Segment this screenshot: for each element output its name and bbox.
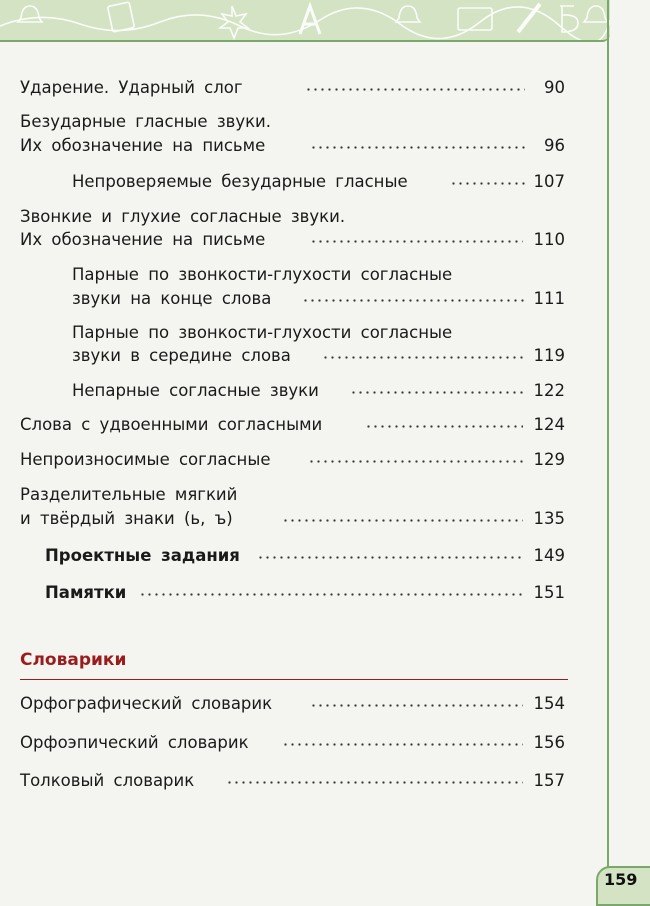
toc-entry-title-line: Парные по звонкости-глухости согласные	[72, 323, 453, 342]
toc-entry[interactable]	[72, 379, 565, 403]
toc-entry-title: и твёрдый знаки (ь, ъ)	[20, 509, 233, 528]
toc-entry-title-line: Звонкие и глухие согласные звуки.	[20, 207, 346, 226]
toc-entry-page: 135	[533, 509, 565, 528]
toc-entry-page: 122	[533, 381, 565, 400]
toc-entry[interactable]	[20, 507, 565, 531]
toc-entry-title: Их обозначение на письме	[20, 230, 266, 249]
leader-dots	[350, 391, 525, 394]
toc-entry-page: 119	[533, 346, 565, 365]
toc-entry-page: 157	[533, 771, 565, 790]
toc-entry-page: 107	[533, 172, 565, 191]
leader-dots	[308, 460, 523, 463]
leader-dots	[310, 240, 523, 243]
toc-entry[interactable]	[45, 581, 565, 605]
toc-entry-page: 129	[533, 450, 565, 469]
leader-dots	[226, 781, 523, 784]
pen-icon	[108, 2, 135, 32]
toc-entry[interactable]	[20, 448, 565, 472]
leader-dots	[305, 88, 525, 91]
leader-dots	[310, 704, 523, 707]
toc-entry-page: 154	[533, 694, 565, 713]
toc-entry-title-line: Безударные гласные звуки.	[20, 112, 272, 131]
toc-entry[interactable]	[20, 134, 565, 158]
bell-icon	[584, 6, 608, 22]
letter-b-icon	[560, 6, 578, 32]
header-icons	[0, 0, 610, 40]
toc-entry[interactable]	[20, 769, 565, 793]
leaf-icon	[220, 6, 248, 38]
toc-entry[interactable]	[45, 544, 565, 568]
toc-entry-title: Орфографический словарик	[20, 694, 273, 713]
toc-entry[interactable]	[20, 228, 565, 252]
leader-dots	[322, 356, 525, 359]
toc-entry[interactable]	[20, 731, 565, 755]
toc-entry-title: Проектные задания	[45, 546, 240, 565]
toc-entry-title: Слова с удвоенными согласными	[20, 415, 323, 434]
leader-dots	[302, 299, 525, 302]
toc-entry-page: 151	[533, 583, 565, 602]
toc-entry[interactable]	[72, 344, 565, 368]
toc-entry-page: 96	[544, 136, 565, 155]
toc-entry-page: 149	[533, 546, 565, 565]
toc-entry-title: Непроверяемые безударные гласные	[72, 172, 408, 191]
toc-entry-title-line: Разделительные мягкий	[20, 485, 238, 504]
toc-entry-title: Непарные согласные звуки	[72, 381, 319, 400]
page-number: 159	[604, 870, 638, 889]
toc-entry-title: Их обозначение на письме	[20, 136, 266, 155]
dictionaries-heading: Словарики	[20, 650, 127, 670]
leader-dots	[310, 146, 525, 149]
toc-entry[interactable]	[72, 170, 565, 194]
toc-entry-title: Орфоэпический словарик	[20, 733, 249, 752]
toc-entry-page: 124	[533, 415, 565, 434]
header-banner	[0, 0, 610, 42]
toc-entry-page: 90	[544, 78, 565, 97]
leader-dots	[282, 743, 523, 746]
toc-entry-title: Толковый словарик	[20, 771, 195, 790]
toc-entry[interactable]	[20, 413, 565, 437]
letter-a-icon	[300, 6, 320, 34]
leader-dots	[257, 556, 523, 559]
page-frame-right	[607, 0, 609, 868]
heading-rule	[20, 679, 568, 680]
leader-dots	[365, 425, 523, 428]
toc-entry-title: Непроизносимые согласные	[20, 450, 271, 469]
toc-entry-page: 110	[533, 230, 565, 249]
bell-icon	[396, 6, 420, 22]
toc-entry-title: Памятки	[45, 583, 127, 602]
leader-dots	[282, 519, 523, 522]
leader-dots	[450, 182, 525, 185]
leader-dots	[139, 593, 523, 596]
toc-entry-title: звуки в середине слова	[72, 346, 291, 365]
toc-entry[interactable]	[20, 692, 565, 716]
toc-entry-title: Ударение. Ударный слог	[20, 78, 243, 97]
toc-entry-title: звуки на конце слова	[72, 289, 272, 308]
toc-entry[interactable]	[20, 76, 565, 100]
toc-entry-page: 111	[533, 289, 565, 308]
toc-entry[interactable]	[72, 287, 565, 311]
toc-entry-title-line: Парные по звонкости-глухости согласные	[72, 265, 453, 284]
toc-entry-page: 156	[533, 733, 565, 752]
